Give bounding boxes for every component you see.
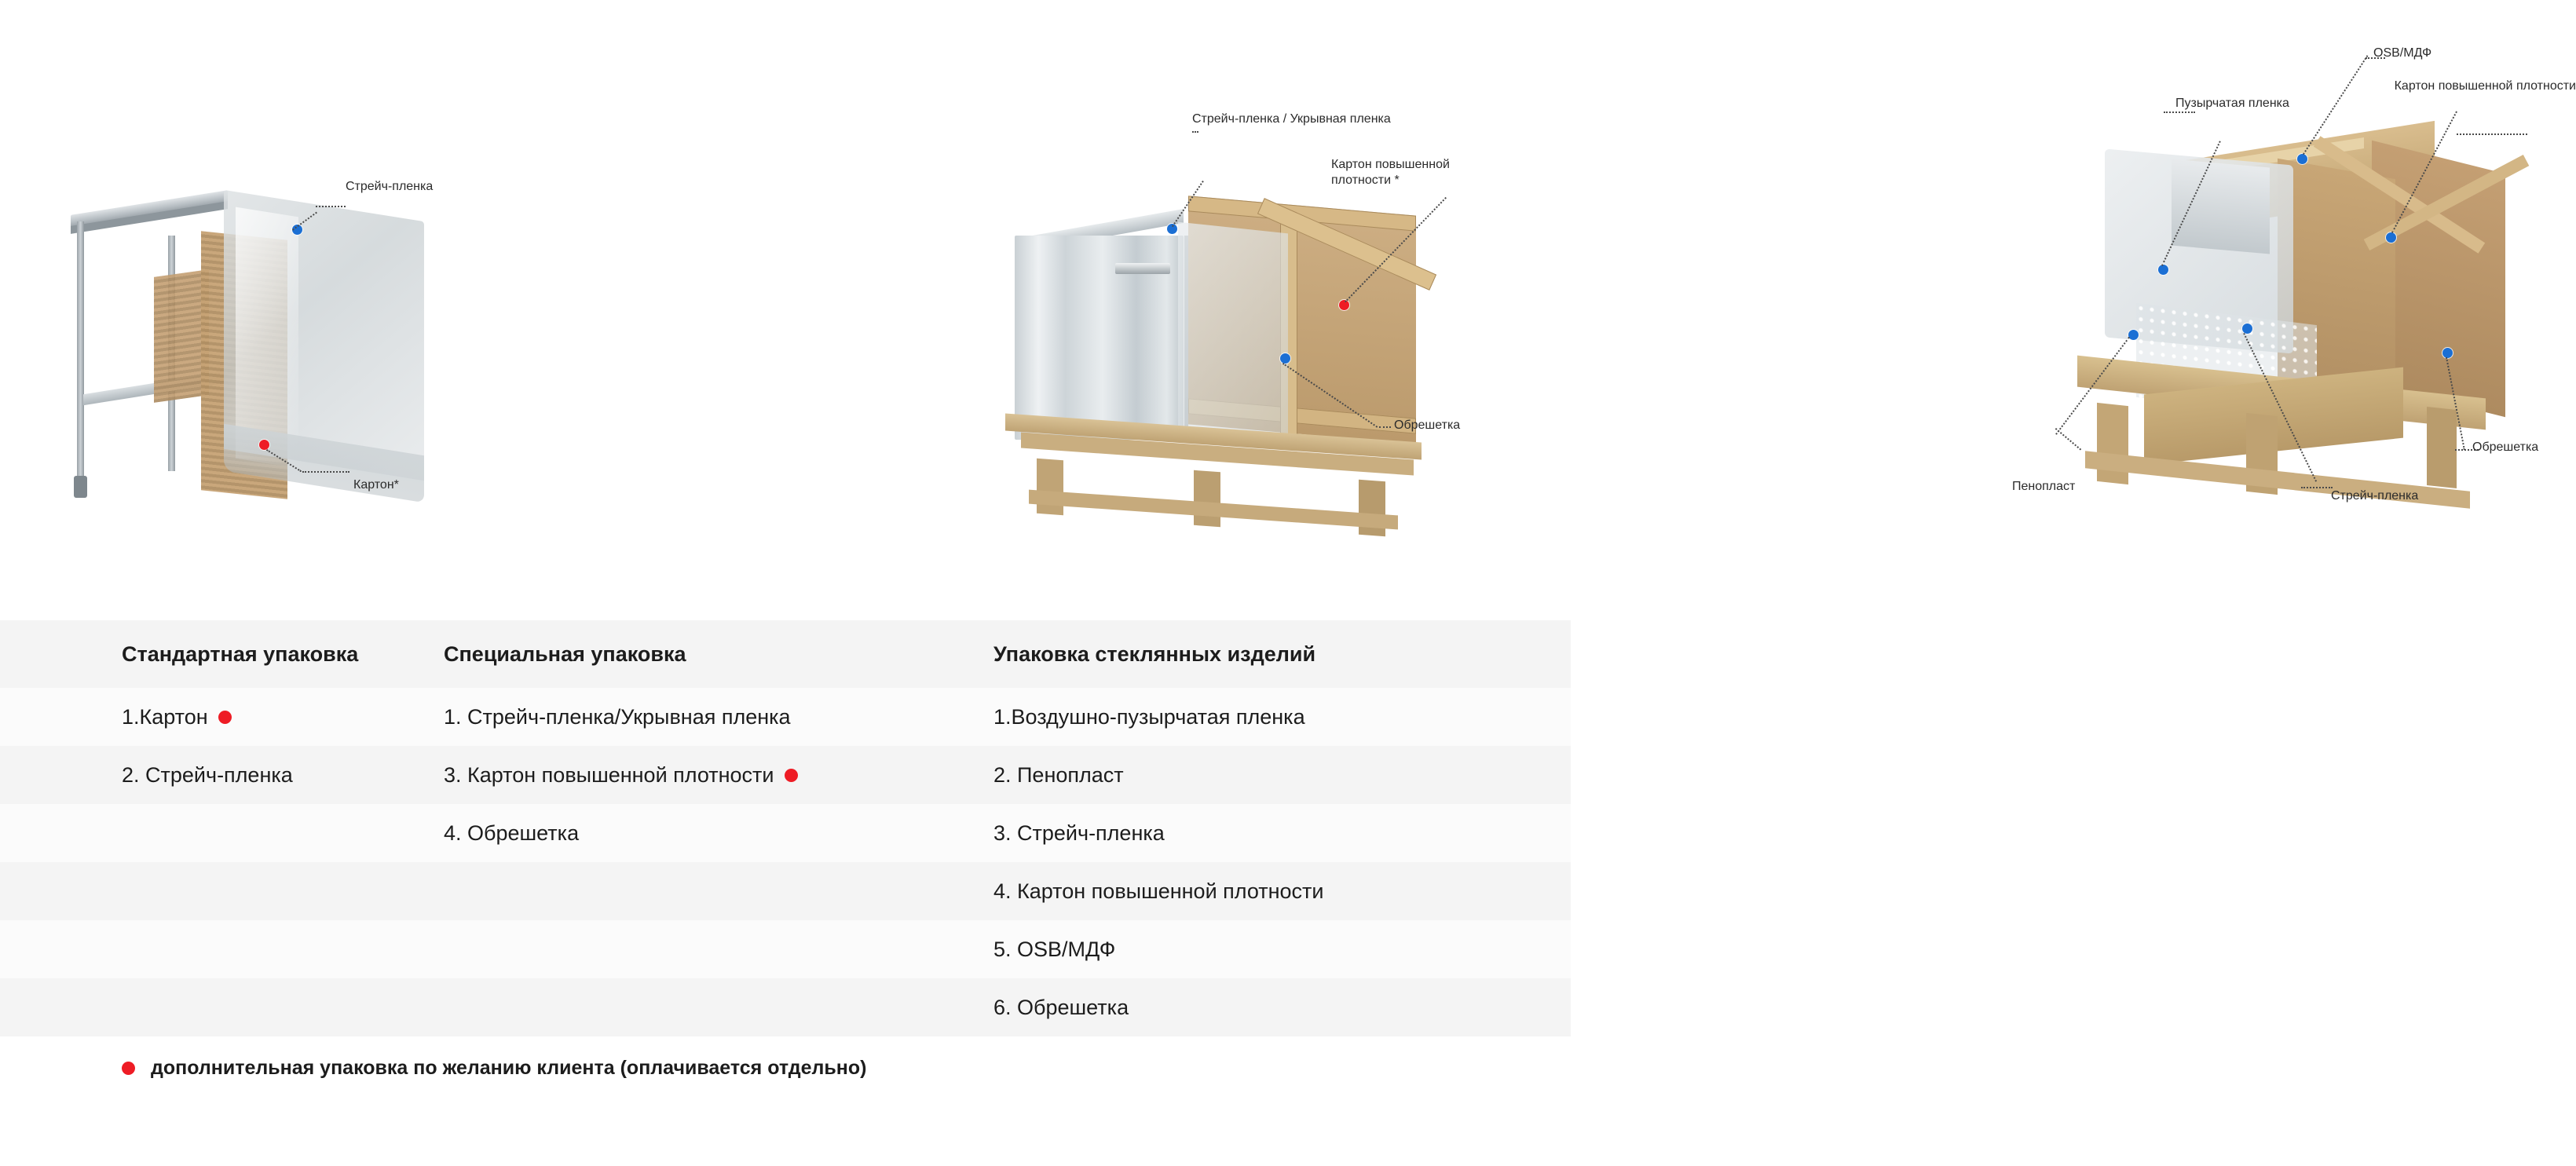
table-header-row (0, 620, 1571, 688)
table-row (0, 862, 1571, 920)
table-cell (401, 821, 950, 846)
list-item-label: 1.Воздушно-пузырчатая пленка (993, 704, 1305, 729)
table-cell (401, 763, 950, 788)
footnote (0, 1036, 1571, 1080)
table-header-special: Специальная упаковка (444, 641, 686, 666)
illustration-panel-special (487, 0, 1461, 620)
table-cell (950, 996, 1571, 1020)
leader-line (2457, 133, 2527, 135)
table-cell (950, 938, 1571, 962)
table-cell (950, 705, 1571, 729)
table-row (0, 746, 1571, 804)
list-item-label: 2. Стрейч-пленка (122, 762, 293, 787)
table-row (0, 978, 1571, 1036)
list-item-label: 5. OSB/МДФ (993, 937, 1116, 961)
callout-dot-blue (2158, 265, 2168, 275)
table-cell (950, 821, 1571, 846)
callout-label-stretch-film: Стрейч-пленка (346, 180, 434, 193)
table-header-standard: Стандартная упаковка (122, 641, 359, 666)
callout-dot-blue (2442, 348, 2453, 358)
table-cell (401, 705, 950, 729)
leader-line (2164, 111, 2195, 113)
footnote-text: дополнительная упаковка по желанию клиента (оплачивается отдельно) (151, 1057, 867, 1079)
extra-charge-dot (785, 769, 798, 782)
callout-label-foam: Пенопласт (2012, 480, 2076, 493)
table-cell (0, 705, 401, 729)
callout-label-cardboard: Картон* (353, 478, 399, 492)
callout-label-dense-cardboard: Картон повышенной плотности * (1331, 158, 1450, 187)
table-row (0, 920, 1571, 978)
pallet-leg-shape (2427, 407, 2457, 488)
table-row (0, 804, 1571, 862)
leader-line (316, 206, 346, 207)
callout-label-crate: Обрешетка (2472, 440, 2539, 454)
leader-line (302, 471, 349, 473)
table-cell (0, 763, 401, 788)
list-item-label: 1. Стрейч-пленка/Укрывная пленка (444, 704, 791, 729)
leader-line (2055, 428, 2081, 451)
callout-dot-blue (2386, 232, 2396, 243)
list-item-label: 4. Обрешетка (444, 821, 580, 845)
callout-label-crate: Обрешетка (1394, 419, 1461, 432)
leader-line (2301, 487, 2333, 488)
callout-label-dense-cardboard: Картон повышенной плотности (2394, 79, 2576, 93)
list-item-label: 1.Картон (122, 704, 208, 729)
list-item-label: 3. Стрейч-пленка (993, 821, 1165, 845)
callout-label-osb-mdf: OSB/МДФ (2373, 46, 2432, 60)
callout-dot-red (259, 440, 269, 450)
table-foot-shape (74, 476, 87, 498)
list-item-label: 2. Пенопласт (993, 762, 1124, 787)
callout-label-stretch-film: Стрейч-пленка (2331, 489, 2419, 503)
illustration-panel-standard (0, 0, 487, 620)
table-row (0, 688, 1571, 746)
callout-label-stretch-cover-film: Стрейч-пленка / Укрывная пленка (1192, 112, 1391, 126)
packaging-table (0, 620, 1571, 1080)
table-leg-left-shape (77, 221, 84, 481)
callout-dot-blue (2297, 154, 2307, 164)
illustration-panel-glass (1021, 0, 2576, 620)
callout-dot-blue (2128, 330, 2139, 340)
list-item-label: 3. Картон повышенной плотности (444, 762, 774, 787)
table-cell (950, 763, 1571, 788)
product-metal-shape (2172, 159, 2270, 254)
list-item-label: 4. Картон повышенной плотности (993, 879, 1324, 903)
table-header-glass: Упаковка стеклянных изделий (993, 641, 1316, 666)
extra-charge-dot (122, 1062, 135, 1075)
callout-label-bubble-film: Пузырчатая пленка (2175, 97, 2289, 110)
extra-charge-dot (218, 711, 232, 724)
table-cell (950, 879, 1571, 904)
list-item-label: 6. Обрешетка (993, 995, 1129, 1019)
